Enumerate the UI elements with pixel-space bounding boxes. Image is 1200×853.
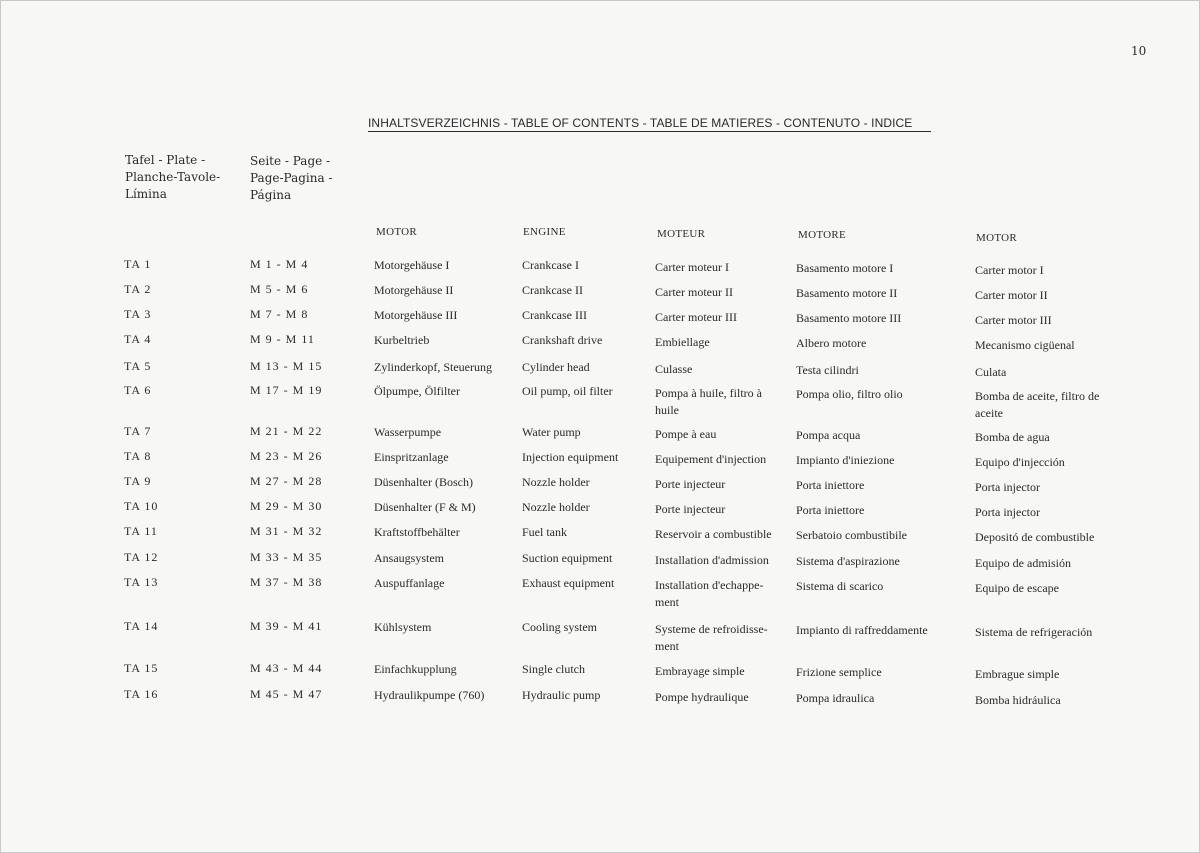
- english-cell: Suction equipment: [522, 551, 613, 565]
- english-cell: Cooling system: [522, 620, 598, 634]
- italian-cell: Albero motore: [796, 336, 867, 350]
- plate-cell: TA 16: [124, 687, 159, 701]
- german-cell: Wasserpumpe: [374, 425, 442, 439]
- italian-cell: Porta iniettore: [796, 503, 865, 517]
- italian-cell: Pompa idraulica: [796, 691, 875, 705]
- spanish-cell: Depositó de combustible: [975, 530, 1095, 544]
- pages-cell: M 29 - M 30: [250, 499, 323, 513]
- italian-cell: Sistema d'aspirazione: [796, 554, 900, 568]
- pages-cell: M 33 - M 35: [250, 550, 323, 564]
- english-cell: Nozzle holder: [522, 500, 590, 514]
- spanish-cell: Sistema de refrigeración: [975, 625, 1093, 639]
- spanish-cell: Embrague simple: [975, 667, 1060, 681]
- spanish-cell: Porta injector: [975, 505, 1040, 519]
- pages-cell: M 37 - M 38: [250, 575, 323, 589]
- plate-cell: TA 5: [124, 359, 152, 373]
- french-cell: Carter moteur III: [655, 310, 737, 324]
- spanish-cell: Equipo d'injección: [975, 455, 1065, 469]
- french-cell: Equipement d'injection: [655, 452, 767, 466]
- french-cell: Installation d'admission: [655, 553, 769, 567]
- pages-cell: M 9 - M 11: [250, 332, 315, 346]
- german-cell: Einfachkupplung: [374, 662, 457, 676]
- pages-cell: M 5 - M 6: [250, 282, 309, 296]
- plate-cell: TA 14: [124, 619, 159, 633]
- plate-cell: TA 12: [124, 550, 159, 564]
- french-cell: Carter moteur II: [655, 285, 733, 299]
- spanish-cell: Bomba de aceite, filtro de aceite: [975, 389, 1100, 420]
- italian-cell: Porta iniettore: [796, 478, 865, 492]
- italian-cell: Basamento motore III: [796, 311, 902, 325]
- english-cell: Oil pump, oil filter: [522, 384, 613, 398]
- german-cell: Kühlsystem: [374, 620, 432, 634]
- italian-cell: Sistema di scarico: [796, 579, 884, 593]
- italian-cell: Frizione semplice: [796, 665, 882, 679]
- pages-cell: M 17 - M 19: [250, 383, 323, 397]
- german-cell: Ölpumpe, Ölfilter: [374, 384, 460, 398]
- language-header: MOTOR: [976, 232, 1018, 244]
- german-cell: Motorgehäuse II: [374, 283, 454, 297]
- italian-cell: Basamento motore I: [796, 261, 894, 275]
- pages-cell: M 21 - M 22: [250, 424, 323, 438]
- french-cell: Pompe hydraulique: [655, 690, 749, 704]
- english-cell: Water pump: [522, 425, 581, 439]
- french-cell: Porte injecteur: [655, 502, 726, 516]
- page-number: 10: [1131, 44, 1147, 58]
- italian-cell: Testa cilindri: [796, 363, 859, 377]
- language-header: MOTORE: [798, 229, 847, 241]
- french-cell: Pompa à huile, filtro à huile: [655, 386, 762, 417]
- language-header: ENGINE: [523, 226, 566, 238]
- french-cell: Carter moteur I: [655, 260, 729, 274]
- french-cell: Reservoir a combustible: [655, 527, 772, 541]
- german-cell: Zylinderkopf, Steuerung: [374, 360, 492, 374]
- english-cell: Crankcase III: [522, 308, 587, 322]
- german-cell: Motorgehäuse III: [374, 308, 458, 322]
- plate-cell: TA 4: [124, 332, 152, 346]
- english-cell: Hydraulic pump: [522, 688, 601, 702]
- plate-cell: TA 1: [124, 257, 152, 271]
- english-cell: Cylinder head: [522, 360, 590, 374]
- spanish-cell: Carter motor III: [975, 313, 1052, 327]
- english-cell: Single clutch: [522, 662, 585, 676]
- english-cell: Exhaust equipment: [522, 576, 615, 590]
- spanish-cell: Carter motor I: [975, 263, 1044, 277]
- french-cell: Embrayage simple: [655, 664, 745, 678]
- spanish-cell: Mecanismo cigüenal: [975, 338, 1075, 352]
- german-cell: Düsenhalter (F & M): [374, 500, 476, 514]
- pages-cell: M 45 - M 47: [250, 687, 323, 701]
- italian-cell: Serbatoio combustibile: [796, 528, 907, 542]
- pages-cell: M 13 - M 15: [250, 359, 323, 373]
- language-header: MOTEUR: [657, 228, 706, 240]
- german-cell: Einspritzanlage: [374, 450, 449, 464]
- plate-cell: TA 6: [124, 383, 152, 397]
- spanish-cell: Equipo de admisión: [975, 556, 1071, 570]
- french-cell: Culasse: [655, 362, 693, 376]
- german-cell: Hydraulikpumpe (760): [374, 688, 485, 702]
- italian-cell: Pompa olio, filtro olio: [796, 387, 903, 401]
- plate-cell: TA 13: [124, 575, 159, 589]
- english-cell: Crankcase I: [522, 258, 579, 272]
- german-cell: Motorgehäuse I: [374, 258, 450, 272]
- english-cell: Crankcase II: [522, 283, 583, 297]
- page-column-header: Seite - Page - Page-Pagina - Página: [250, 154, 333, 202]
- german-cell: Auspuffanlage: [374, 576, 445, 590]
- pages-cell: M 39 - M 41: [250, 619, 323, 633]
- french-cell: Porte injecteur: [655, 477, 726, 491]
- plate-cell: TA 2: [124, 282, 152, 296]
- german-cell: Kraftstoffbehälter: [374, 525, 460, 539]
- spanish-cell: Bomba hidráulica: [975, 693, 1061, 707]
- french-cell: Embiellage: [655, 335, 710, 349]
- plate-cell: TA 8: [124, 449, 152, 463]
- plate-cell: TA 7: [124, 424, 152, 438]
- spanish-cell: Porta injector: [975, 480, 1040, 494]
- pages-cell: M 1 - M 4: [250, 257, 309, 271]
- english-cell: Nozzle holder: [522, 475, 590, 489]
- french-cell: Installation d'echappe-ment: [655, 578, 764, 609]
- plate-cell: TA 11: [124, 524, 158, 538]
- spanish-cell: Culata: [975, 365, 1007, 379]
- italian-cell: Pompa acqua: [796, 428, 861, 442]
- language-header: MOTOR: [376, 226, 418, 238]
- english-cell: Fuel tank: [522, 525, 567, 539]
- pages-cell: M 43 - M 44: [250, 661, 323, 675]
- italian-cell: Impianto di raffreddamente: [796, 623, 928, 637]
- italian-cell: Impianto d'iniezione: [796, 453, 895, 467]
- plate-cell: TA 15: [124, 661, 159, 675]
- spanish-cell: Bomba de agua: [975, 430, 1050, 444]
- pages-cell: M 23 - M 26: [250, 449, 323, 463]
- english-cell: Injection equipment: [522, 450, 619, 464]
- page-title: INHALTSVERZEICHNIS - TABLE OF CONTENTS - TABLE DE MATIERES - CONTENUTO - INDICE: [368, 116, 931, 132]
- english-cell: Crankshaft drive: [522, 333, 603, 347]
- german-cell: Kurbeltrieb: [374, 333, 430, 347]
- pages-cell: M 7 - M 8: [250, 307, 309, 321]
- pages-cell: M 31 - M 32: [250, 524, 323, 538]
- pages-cell: M 27 - M 28: [250, 474, 323, 488]
- plate-cell: TA 10: [124, 499, 159, 513]
- spanish-cell: Carter motor II: [975, 288, 1048, 302]
- german-cell: Düsenhalter (Bosch): [374, 475, 473, 489]
- plate-cell: TA 9: [124, 474, 152, 488]
- french-cell: Pompe à eau: [655, 427, 717, 441]
- french-cell: Systeme de refroidisse-ment: [655, 622, 768, 653]
- plate-column-header: Tafel - Plate - Planche-Tavole- Límina: [125, 153, 221, 201]
- plate-cell: TA 3: [124, 307, 152, 321]
- german-cell: Ansaugsystem: [374, 551, 444, 565]
- italian-cell: Basamento motore II: [796, 286, 898, 300]
- spanish-cell: Equipo de escape: [975, 581, 1059, 595]
